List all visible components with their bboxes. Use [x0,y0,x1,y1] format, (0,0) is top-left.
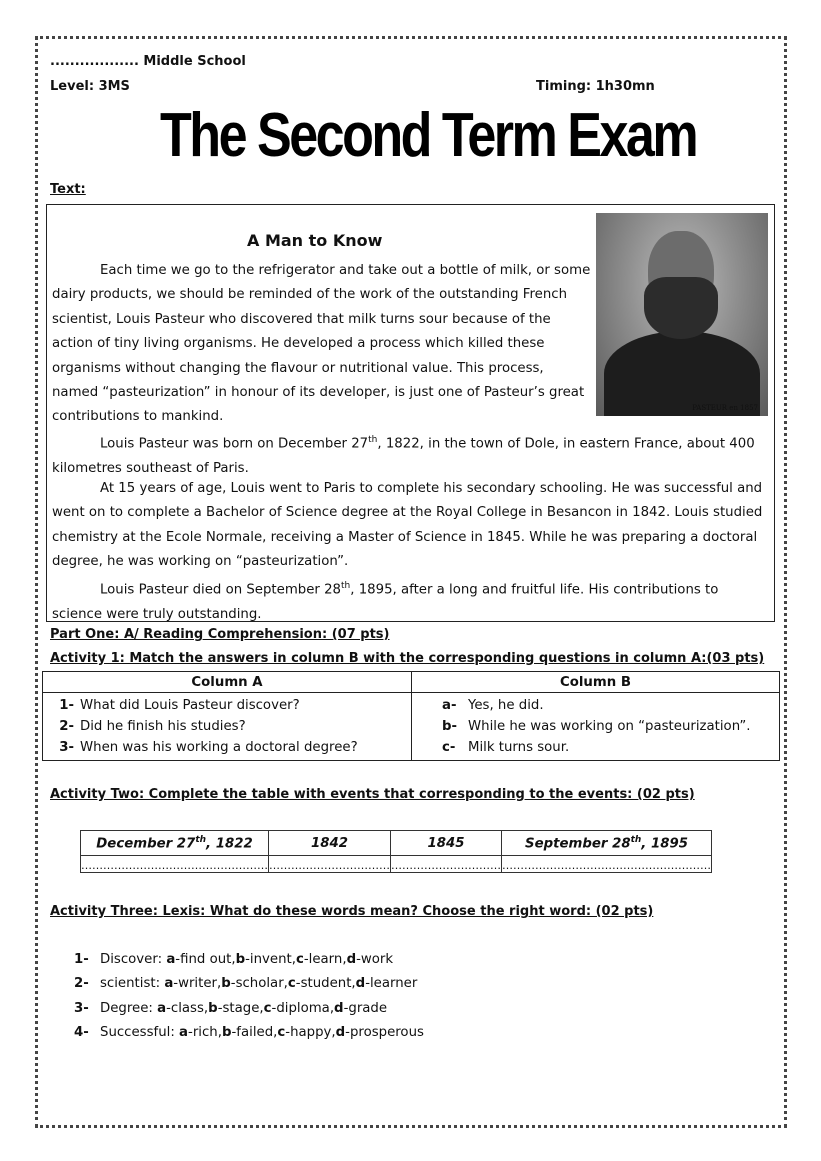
lexis-list [74,948,424,1046]
paragraph-2: Louis Pasteur was born on December 27th, 1822, in the town of Dole, in eastern France, about 400 kilometres southeast of Paris. [52,435,755,476]
answer-item: c- Milk turns sour. [442,740,570,755]
paragraph-3: At 15 years of age, Louis went to Paris to complete his secondary schooling. He was successful and went on to complete a Bachelor of Science degree at the Royal College in Besancon in 1842. Louis studied chemistry at the Ecole Normale, receiving a Master of Science in 1845. While he was preparing a doctoral degree, he was working on “pasteurization”. [52,481,763,570]
activity-2-heading: Activity Two: Complete the table with events that corresponding to the events: (02 pts) [50,787,695,802]
column-a-header: Column A [43,672,412,693]
answer-item: b- While he was working on “pasteurization”. [442,719,751,734]
activity-3-heading: Activity Three: Lexis: What do these words mean? Choose the right word: (02 pts) [50,904,654,919]
question-item: 3- When was his working a doctoral degree? [59,740,358,755]
date-cell: December 27th, 1822 [81,831,269,856]
lexis-item: 1- Discover: a -find out, b -invent, c -learn, d -work [74,952,394,967]
column-b-header: Column B [412,672,780,693]
paragraph-4: Louis Pasteur died on September 28th, 1895, after a long and fruitful life. His contributions to science were truly outstanding. [52,581,719,622]
portrait-caption: PASTEUR en 1857 [692,404,758,412]
timing-label: Timing: 1h30mn [536,79,655,94]
text-label: Text: [50,182,86,197]
column-b-cell [412,693,780,761]
event-blank[interactable]: …………………………………………… [81,856,269,873]
pasteur-portrait [596,213,768,416]
column-a-cell [43,693,412,761]
lexis-item: 4- Successful: a -rich, b -failed, c -happy, d -prosperous [74,1025,424,1041]
event-blank[interactable]: ………………………………………………… [502,856,712,873]
lexis-item: 2- scientist: a -writer, b -scholar, c -student, d -learner [74,976,418,992]
story-title: A Man to Know [247,231,383,250]
school-name: .................. Middle School [50,54,246,69]
event-blank[interactable]: ………………………… [391,856,502,873]
answer-item: a- Yes, he did. [442,698,544,713]
matching-table [42,671,780,761]
part-one-heading: Part One: A/ Reading Comprehension: (07 pts) [50,627,390,642]
date-cell: September 28th, 1895 [502,831,712,856]
lexis-item: 3- Degree: a -class, b -stage, c -diploma, d -grade [74,1000,388,1016]
events-table [80,830,712,873]
question-item: 2- Did he finish his studies? [59,719,246,734]
date-cell: 1842 [269,831,391,856]
paragraph-1: Each time we go to the refrigerator and take out a bottle of milk, or some dairy products, we should be reminded of the work of the outstanding French scientist, Louis Pasteur who discovered that milk turns sour because of the action of tiny living organisms. He developed a process which killed these organisms without changing the flavour or nutritional value. This process, named “pasteurization” in honour of its developer, is just one of Pasteur’s great contributions to mankind. [52,263,591,425]
event-blank[interactable]: …………………………… [269,856,391,873]
exam-title: The Second Term Exam [160,101,697,170]
reading-text-box [46,204,775,622]
activity-1-heading: Activity 1: Match the answers in column B with the corresponding questions in column A:(03 pts) [50,651,765,666]
question-item: 1- What did Louis Pasteur discover? [59,698,300,713]
date-cell: 1845 [391,831,502,856]
level-label: Level: 3MS [50,79,130,94]
